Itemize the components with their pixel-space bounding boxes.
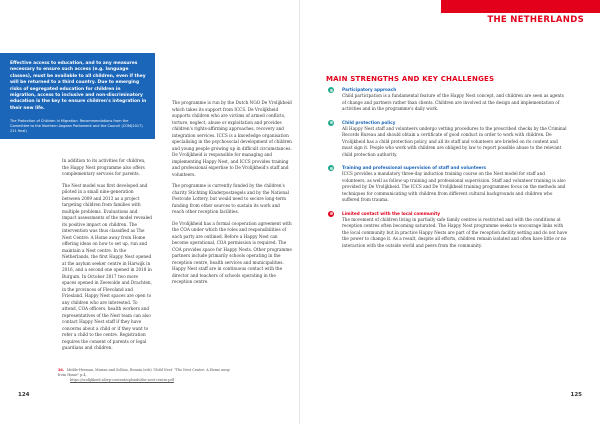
item-text: ICCS provides a mandatory three-day induction training course on the Nest model for staff and volunteers, as well as follow-up training and professional supervision. Staff and volunteer training is also provided by De Vrolijkheid. The ICCS and De Vrolijkheid training programmes focus on the methods and techniques for communicating with children from different cultural backgrounds and children who suffered from trauma. <box>342 171 566 202</box>
footnote-text: Midde-Herman, Marian and Sollaio, Renata (eds) 'Child Nest' "The Nest Centre: A Home away from Home" p.4, <box>58 368 230 377</box>
footnote <box>58 368 238 383</box>
section-heading: MAIN STRENGTHS AND KEY CHALLENGES <box>326 75 495 83</box>
page-number-left: 124 <box>18 392 30 398</box>
footnote-marker: 26. <box>58 368 64 372</box>
paragraph: De Vrolijkheid has a formal cooperation agreement with the COA under which the roles and responsibilities of each party are outlined. Before a Happy Nest can become operational, COA permission is required. The COA provides space for Happy Nests. Other programme partners include primarily schools operating in the reception centre, health services and municipalities. Happy Nest staff are in continuous contact with the director and teachers of schools operating in the reception centre. <box>172 220 292 284</box>
paragraph: The programme is currently funded by the children's charity Stichting Kinderpostzegels and by the National Postcode Lottery, but would need to secure long-term funding from other sources to sustain its work and reach other reception facilities. <box>172 183 289 214</box>
left-column-a <box>62 158 152 357</box>
quote-box <box>0 53 155 139</box>
item-title: Limited contact with the local community <box>342 210 441 216</box>
item-title: Participatory approach <box>342 87 397 92</box>
strength-item <box>328 165 568 204</box>
paragraph: The programme is run by the Dutch NGO De Vrolijkheid which takes its support from ICCS. De Vrolijkheid supports children who are victims of armed conflicts, torture, neglect, abuse or exploitation and provides children's rights-affirming approaches, recovery and integration services. ICCS is a knowledge organisation specialising in the psychosocial development of children and young people growing up in difficult circumstances. De Vrolijkheid is responsible for managing and implementing Happy Nest, and ICCS provides training and professional expertise to De Vrolijkheid's staff and volunteers. <box>172 100 292 177</box>
item-text: All Happy Nest staff and volunteers undergo vetting procedures to the prescribed checks by the Criminal Records Bureau and should obtain a certificate of good conduct in order to work with children. De Vrolijkheid has a child protection policy, and all its staff and volunteers are briefed on its content and must sign it. People who work with children are obliged by law to report possible abuse to the relevant child protection authority. <box>342 125 567 157</box>
check-circle-icon <box>328 165 334 171</box>
page-number-right: 125 <box>570 392 582 398</box>
strength-item <box>328 120 568 159</box>
country-header: THE NETHERLANDS <box>487 15 584 25</box>
check-circle-icon <box>328 120 334 126</box>
check-circle-icon <box>328 87 334 93</box>
quote-text: Effective access to education, and to any measures necessary to ensure such access (e.g. language classes), must be available to all children, even if they will be returned to a third country. Due to emerging risks of segregated education for children in migration, access to inclusive and non-discriminatory education is the key to ensure children's integration in their new life. <box>10 61 147 111</box>
page-spread-divider <box>299 0 300 424</box>
header-band <box>441 0 600 13</box>
paragraph: In addition to its activities for children, the Happy Nest programme also offers complementary services for parents. <box>62 158 146 176</box>
challenge-item <box>328 211 568 250</box>
item-text: Child participation is a fundamental feature of the Happy Nest concept, and children are seen as agents of change and partners rather than clients. Children are involved at the design and implementation of activities and in the programme's daily work. <box>342 93 564 111</box>
alert-circle-icon <box>328 211 334 217</box>
quote-source: The Protection of Children in Migration: Recommendations from the Committee to the Northern Aegean Parliament and the Council (COM(2017) 211 final) <box>10 119 143 134</box>
item-text: The movement of children living in partially safe family centres is restricted and with the conditions at reception centres often becoming saturated. The Happy Nest programme seeks to encourage links with the local community but in practice Happy Nests are part of the reception facility setting and do not have the power to change it. As a result, despite all efforts, children remain isolated and often have little or no interaction with the outside world and peers from the community. <box>342 216 568 248</box>
item-title: Training and professional supervision of staff and volunteers <box>342 165 487 170</box>
paragraph: The Nest model was first developed and piloted in a small nine-generation between 2009 and 2013 as a project targeting children from families with multiple problems. Evaluations and impact assessments of the model revealed its positive impact on children. The intervention was thus classified as The Nest Centre: A Home away from Home offering ideas on how to set up, run and maintain a Nest centre. In the Netherlands, the first Happy Nest opened at the asylum seeker centre in Harwijk in 2016, and a second one opened in 2018 in Burgum. In October 2017 two more spaces opened in Zeewolde and Drachten, in the provinces of Flevoland and Friesland. Happy Nest spaces are open to any children who are interested. To attend, COA officers, health workers and representatives of the Nest team can also contact Happy Nest staff if they have concerns about a child or if they want to refer a child to the centre. Registration requires the consent of parents or legal guardians and children. <box>62 182 152 350</box>
footnote-link[interactable]: https://vrolijkheid.nl/wp-content/uploads/the-nest-centre.pdf <box>70 378 174 382</box>
strength-item <box>328 87 568 113</box>
left-column-b <box>172 100 292 291</box>
strengths-challenges-list <box>328 87 568 256</box>
item-title: Child protection policy <box>342 119 396 125</box>
